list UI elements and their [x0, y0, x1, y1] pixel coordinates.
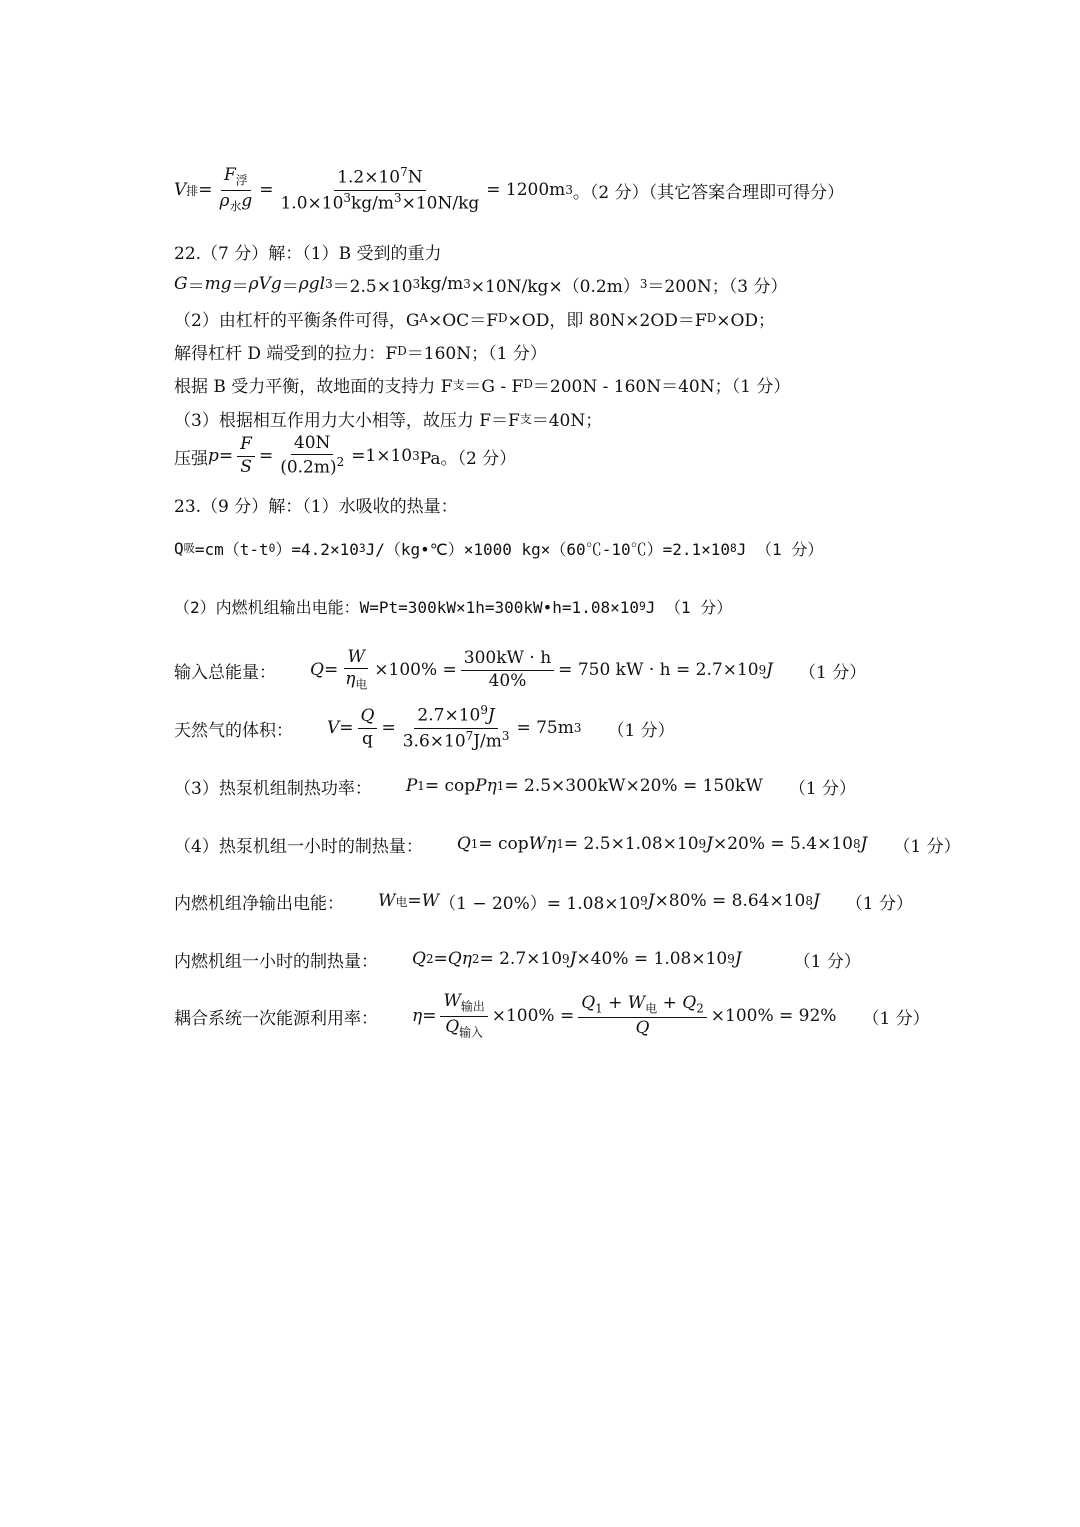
superscript: 3 — [358, 541, 366, 555]
subscript: 1 — [470, 837, 479, 851]
text-run: ×20% = 5.4×10 — [712, 834, 853, 854]
text-run: = cop — [478, 834, 529, 854]
text-run: =cm（t-t — [194, 539, 269, 559]
text-run: = — [198, 180, 213, 200]
line-q23-net-electric — [174, 881, 913, 921]
math-variable: J — [647, 891, 655, 911]
superscript: 3 — [412, 449, 420, 463]
math-variable: Pη — [475, 776, 497, 796]
subscript: A — [419, 311, 428, 325]
text-run: ×10N/kg×（0.2m） — [470, 276, 640, 297]
text-run: （1 分） — [798, 662, 867, 683]
math-variable: Qη — [447, 949, 472, 969]
line-q23-heading — [174, 484, 458, 524]
subscript: D — [523, 377, 533, 391]
fraction — [358, 707, 378, 749]
subscript: 排 — [186, 183, 199, 198]
math-variable: F — [240, 433, 252, 454]
text-run: ×10N/kg — [401, 193, 480, 214]
superscript: 7 — [400, 165, 408, 180]
fraction-numerator — [414, 704, 497, 728]
fraction-denominator — [342, 669, 370, 692]
text-run: = 2.7×10 — [479, 949, 563, 969]
subscript: 输入 — [459, 1024, 483, 1039]
fraction-numerator — [344, 648, 367, 670]
subscript: 1 — [417, 779, 425, 793]
math-variable: P — [405, 776, 418, 796]
text-run: 压强 — [174, 448, 208, 469]
math-variable: ρ — [219, 190, 230, 211]
text-run: ＝ — [187, 276, 205, 297]
math-variable: J — [569, 949, 577, 969]
math-variable: G — [174, 274, 188, 294]
superscript: 3 — [501, 728, 510, 743]
superscript: 8 — [805, 894, 813, 908]
line-q22-pressure — [174, 432, 517, 478]
text-run: ＝G - F — [464, 376, 524, 397]
subscript: 支 — [519, 411, 532, 426]
math-variable: mg — [204, 274, 232, 294]
text-run: J （1 分） — [736, 539, 824, 559]
subscript: D — [397, 344, 407, 358]
text-run: 输入总能量： — [174, 662, 276, 683]
text-run: ＝40N； — [531, 410, 603, 431]
text-run: = — [381, 718, 396, 738]
text-run: 。（2 分）（其它答案合理即可得分） — [572, 182, 845, 203]
fraction — [461, 649, 554, 691]
text-run: 根据 B 受力平衡，故地面的支持力 F — [174, 376, 453, 397]
superscript: 3 — [565, 183, 573, 197]
text-run: = — [218, 446, 234, 466]
text-run: Pa。（2 分） — [419, 448, 517, 469]
text-run: ×100% = — [374, 660, 457, 680]
fraction-numerator — [578, 994, 707, 1018]
text-run: 内燃机组净输出电能： — [174, 893, 344, 914]
subscript: 1 — [496, 779, 505, 793]
fraction-denominator — [277, 191, 482, 214]
text-run: ＝200N - 160N＝40N；（1 分） — [532, 376, 791, 397]
text-run: ×100% = — [491, 1006, 575, 1026]
fraction — [277, 166, 482, 213]
superscript: 7 — [465, 728, 474, 743]
line-buoyancy-volume — [174, 165, 845, 214]
subscript: 电 — [645, 1001, 658, 1016]
fraction-denominator — [633, 1018, 653, 1039]
fraction — [440, 992, 487, 1039]
math-variable: W — [347, 646, 365, 667]
math-variable: Q — [412, 949, 426, 969]
subscript: 水 — [229, 198, 242, 213]
text-run: J （1 分） — [645, 597, 733, 617]
text-run: ×OD； — [716, 310, 776, 331]
fraction-numerator — [440, 992, 487, 1016]
text-run: 300kW · h — [463, 647, 552, 668]
text-run: ×OC＝F — [428, 310, 498, 331]
math-variable: η — [412, 1006, 423, 1026]
subscript: 浮 — [235, 173, 248, 188]
fraction — [277, 434, 347, 479]
math-variable: J — [487, 705, 495, 726]
math-variable: Q — [581, 992, 596, 1013]
fraction-denominator — [486, 671, 530, 692]
text-run: kg/m — [350, 193, 395, 214]
math-variable: Q — [635, 1017, 650, 1038]
superscript: 9 — [640, 894, 648, 908]
text-run: 1.0×10 — [280, 193, 344, 214]
superscript: 9 — [758, 663, 767, 677]
line-q23-engine-heat — [174, 939, 861, 979]
superscript: 9 — [698, 837, 707, 851]
superscript: 8 — [730, 541, 737, 555]
fraction-denominator — [277, 455, 347, 478]
line-q23-electric-output — [174, 586, 732, 626]
fraction-denominator — [442, 1017, 486, 1040]
subscript: 吸 — [183, 542, 195, 555]
subscript: 1 — [556, 837, 564, 851]
superscript: 2 — [336, 455, 345, 470]
text-run: ×100% = 92% — [710, 1006, 837, 1026]
text-run: = 2.5×1.08×10 — [563, 834, 699, 854]
text-run: 40% — [488, 670, 527, 691]
text-run: = 75m — [516, 718, 574, 738]
text-run: （1 − 20%）= 1.08×10 — [439, 893, 641, 914]
text-run: （1 分） — [893, 836, 961, 857]
text-run: = — [259, 180, 274, 200]
text-run: 耦合系统一次能源利用率： — [174, 1008, 378, 1029]
fraction-denominator — [359, 729, 376, 750]
fraction-numerator — [291, 434, 334, 456]
subscript: 电 — [395, 894, 408, 909]
fraction-numerator — [358, 707, 378, 729]
text-run: Q — [174, 538, 184, 558]
text-run: ＝2.5×10 — [332, 276, 413, 297]
fraction-denominator — [237, 457, 255, 478]
subscript: 电 — [355, 677, 368, 692]
text-run: （4）热泵机组一小时的制热量： — [174, 836, 423, 857]
line-q23-heat-absorbed — [174, 528, 823, 568]
math-variable: ρgl — [298, 274, 326, 294]
text-run: 天然气的体积： — [174, 720, 293, 741]
text-run: （2）由杠杆的平衡条件可得，G — [174, 310, 420, 331]
superscript: 9 — [639, 599, 646, 613]
math-variable: S — [240, 456, 252, 477]
superscript: 3 — [639, 277, 648, 291]
fraction — [578, 994, 707, 1039]
text-run: J/m — [473, 731, 502, 752]
text-run: （1 分） — [607, 720, 675, 741]
text-run: （1 分） — [862, 1008, 930, 1029]
math-variable: V — [174, 180, 187, 200]
math-variable: g — [241, 190, 253, 211]
fraction-denominator — [400, 729, 513, 752]
text-run: =1×10 — [351, 446, 413, 466]
text-run: 内燃机组一小时的制热量： — [174, 951, 378, 972]
subscript: 支 — [452, 377, 465, 392]
math-variable: Wη — [528, 834, 557, 854]
math-variable: V — [327, 718, 340, 738]
text-run: （1 分） — [845, 893, 914, 914]
text-run: ）=4.2×10 — [275, 539, 359, 559]
text-run: （3）根据相互作用力大小相等，故压力 F＝F — [174, 410, 520, 431]
text-run: （3）热泵机组制热功率： — [174, 778, 372, 799]
fraction-denominator — [216, 191, 255, 214]
fraction — [237, 435, 255, 477]
text-run: + — [657, 992, 683, 1013]
text-run: ＝160N；（1 分） — [406, 343, 547, 364]
fraction-numerator — [237, 435, 255, 457]
text-run: ×OD，即 80N×2OD＝F — [507, 310, 707, 331]
math-variable: Q — [445, 1016, 460, 1037]
text-run: 2.7×10 — [417, 705, 481, 726]
text-run: = — [422, 1006, 437, 1026]
fraction — [216, 166, 255, 213]
line-q23-heatpump-power — [174, 766, 856, 806]
math-variable: W — [443, 991, 461, 1012]
subscript: 2 — [696, 1001, 704, 1016]
text-run: = 1200m — [486, 180, 566, 200]
text-run: = — [433, 949, 448, 969]
text-run: = 2.5×300kW×20% = 150kW — [504, 776, 763, 796]
math-variable: Q — [360, 705, 375, 726]
superscript: 3 — [325, 277, 333, 291]
text-run: 40N — [293, 432, 331, 453]
math-variable: p — [208, 446, 219, 466]
text-run: ＝ — [231, 276, 249, 297]
line-q23-efficiency — [174, 991, 930, 1039]
math-variable: W — [378, 891, 396, 911]
text-run: = — [339, 718, 354, 738]
text-run: 23.（9 分）解：（1）水吸收的热量： — [174, 496, 458, 517]
text-run: = — [323, 660, 339, 680]
text-run: = 750 kW · h = 2.7×10 — [558, 660, 759, 680]
text-run: = — [407, 891, 422, 911]
math-variable: W — [627, 992, 646, 1013]
text-run: （1 分） — [793, 951, 861, 972]
superscript: 3 — [573, 721, 582, 735]
superscript: 9 — [727, 952, 735, 966]
line-q23-input-energy — [174, 646, 867, 692]
text-run: ＝ — [281, 276, 299, 297]
superscript: 9 — [562, 952, 570, 966]
text-run: + — [602, 992, 628, 1013]
line-q22-pressure-force — [174, 398, 602, 438]
math-variable: Q — [682, 992, 697, 1013]
subscript: 1 — [595, 1001, 603, 1016]
text-run: kg/m — [420, 274, 464, 294]
math-variable: Q — [456, 834, 471, 854]
math-variable: Q — [310, 660, 324, 680]
subscript: 2 — [471, 952, 480, 966]
text-run: q — [362, 728, 373, 749]
fraction-numerator — [221, 166, 251, 190]
math-variable: J — [812, 891, 820, 911]
text-run: ×40% = 1.08×10 — [576, 949, 728, 969]
text-run: （2）内燃机组输出电能：W=Pt=300kW×1h=300kW•h=1.08×10 — [174, 597, 639, 617]
math-variable: J — [860, 834, 868, 854]
superscript: 8 — [852, 837, 861, 851]
subscript: 0 — [268, 541, 276, 555]
fraction — [342, 648, 370, 693]
text-run: (0.2m) — [280, 457, 337, 478]
text-run: 1.2×10 — [337, 167, 401, 188]
math-variable: W — [421, 891, 440, 911]
superscript: 3 — [412, 277, 421, 291]
math-variable: F — [223, 165, 236, 186]
text-run: 22.（7 分）解：（1）B 受到的重力 — [174, 243, 442, 264]
fraction-numerator — [461, 649, 554, 671]
subscript: D — [706, 311, 717, 325]
math-variable: η — [345, 669, 356, 690]
subscript: 输出 — [460, 999, 485, 1014]
text-run: J/（kg•℃）×1000 kg×（60℃-10℃）=2.1×10 — [365, 539, 731, 559]
superscript: 3 — [394, 190, 402, 205]
superscript: 9 — [480, 703, 488, 718]
text-run: （1 分） — [788, 778, 857, 799]
math-variable: J — [734, 949, 742, 969]
text-run: ×80% = 8.64×10 — [654, 891, 806, 911]
text-run: = — [258, 446, 274, 466]
text-run: N — [407, 167, 423, 188]
text-run: ＝200N；（3 分） — [647, 276, 788, 297]
math-variable: J — [766, 660, 773, 680]
subscript: 2 — [425, 952, 434, 966]
fraction-numerator — [334, 166, 425, 190]
text-run: 3.6×10 — [402, 731, 466, 752]
subscript: D — [497, 311, 508, 325]
math-variable: ρVg — [248, 274, 282, 294]
superscript: 3 — [343, 190, 351, 205]
line-q23-heatpump-heat — [174, 824, 961, 864]
math-variable: J — [706, 834, 713, 854]
fraction — [400, 704, 513, 751]
line-q23-gas-volume — [174, 703, 675, 752]
superscript: 3 — [463, 277, 471, 291]
text-run: = cop — [424, 776, 476, 796]
text-run: 解得杠杆 D 端受到的拉力：F — [174, 343, 398, 364]
